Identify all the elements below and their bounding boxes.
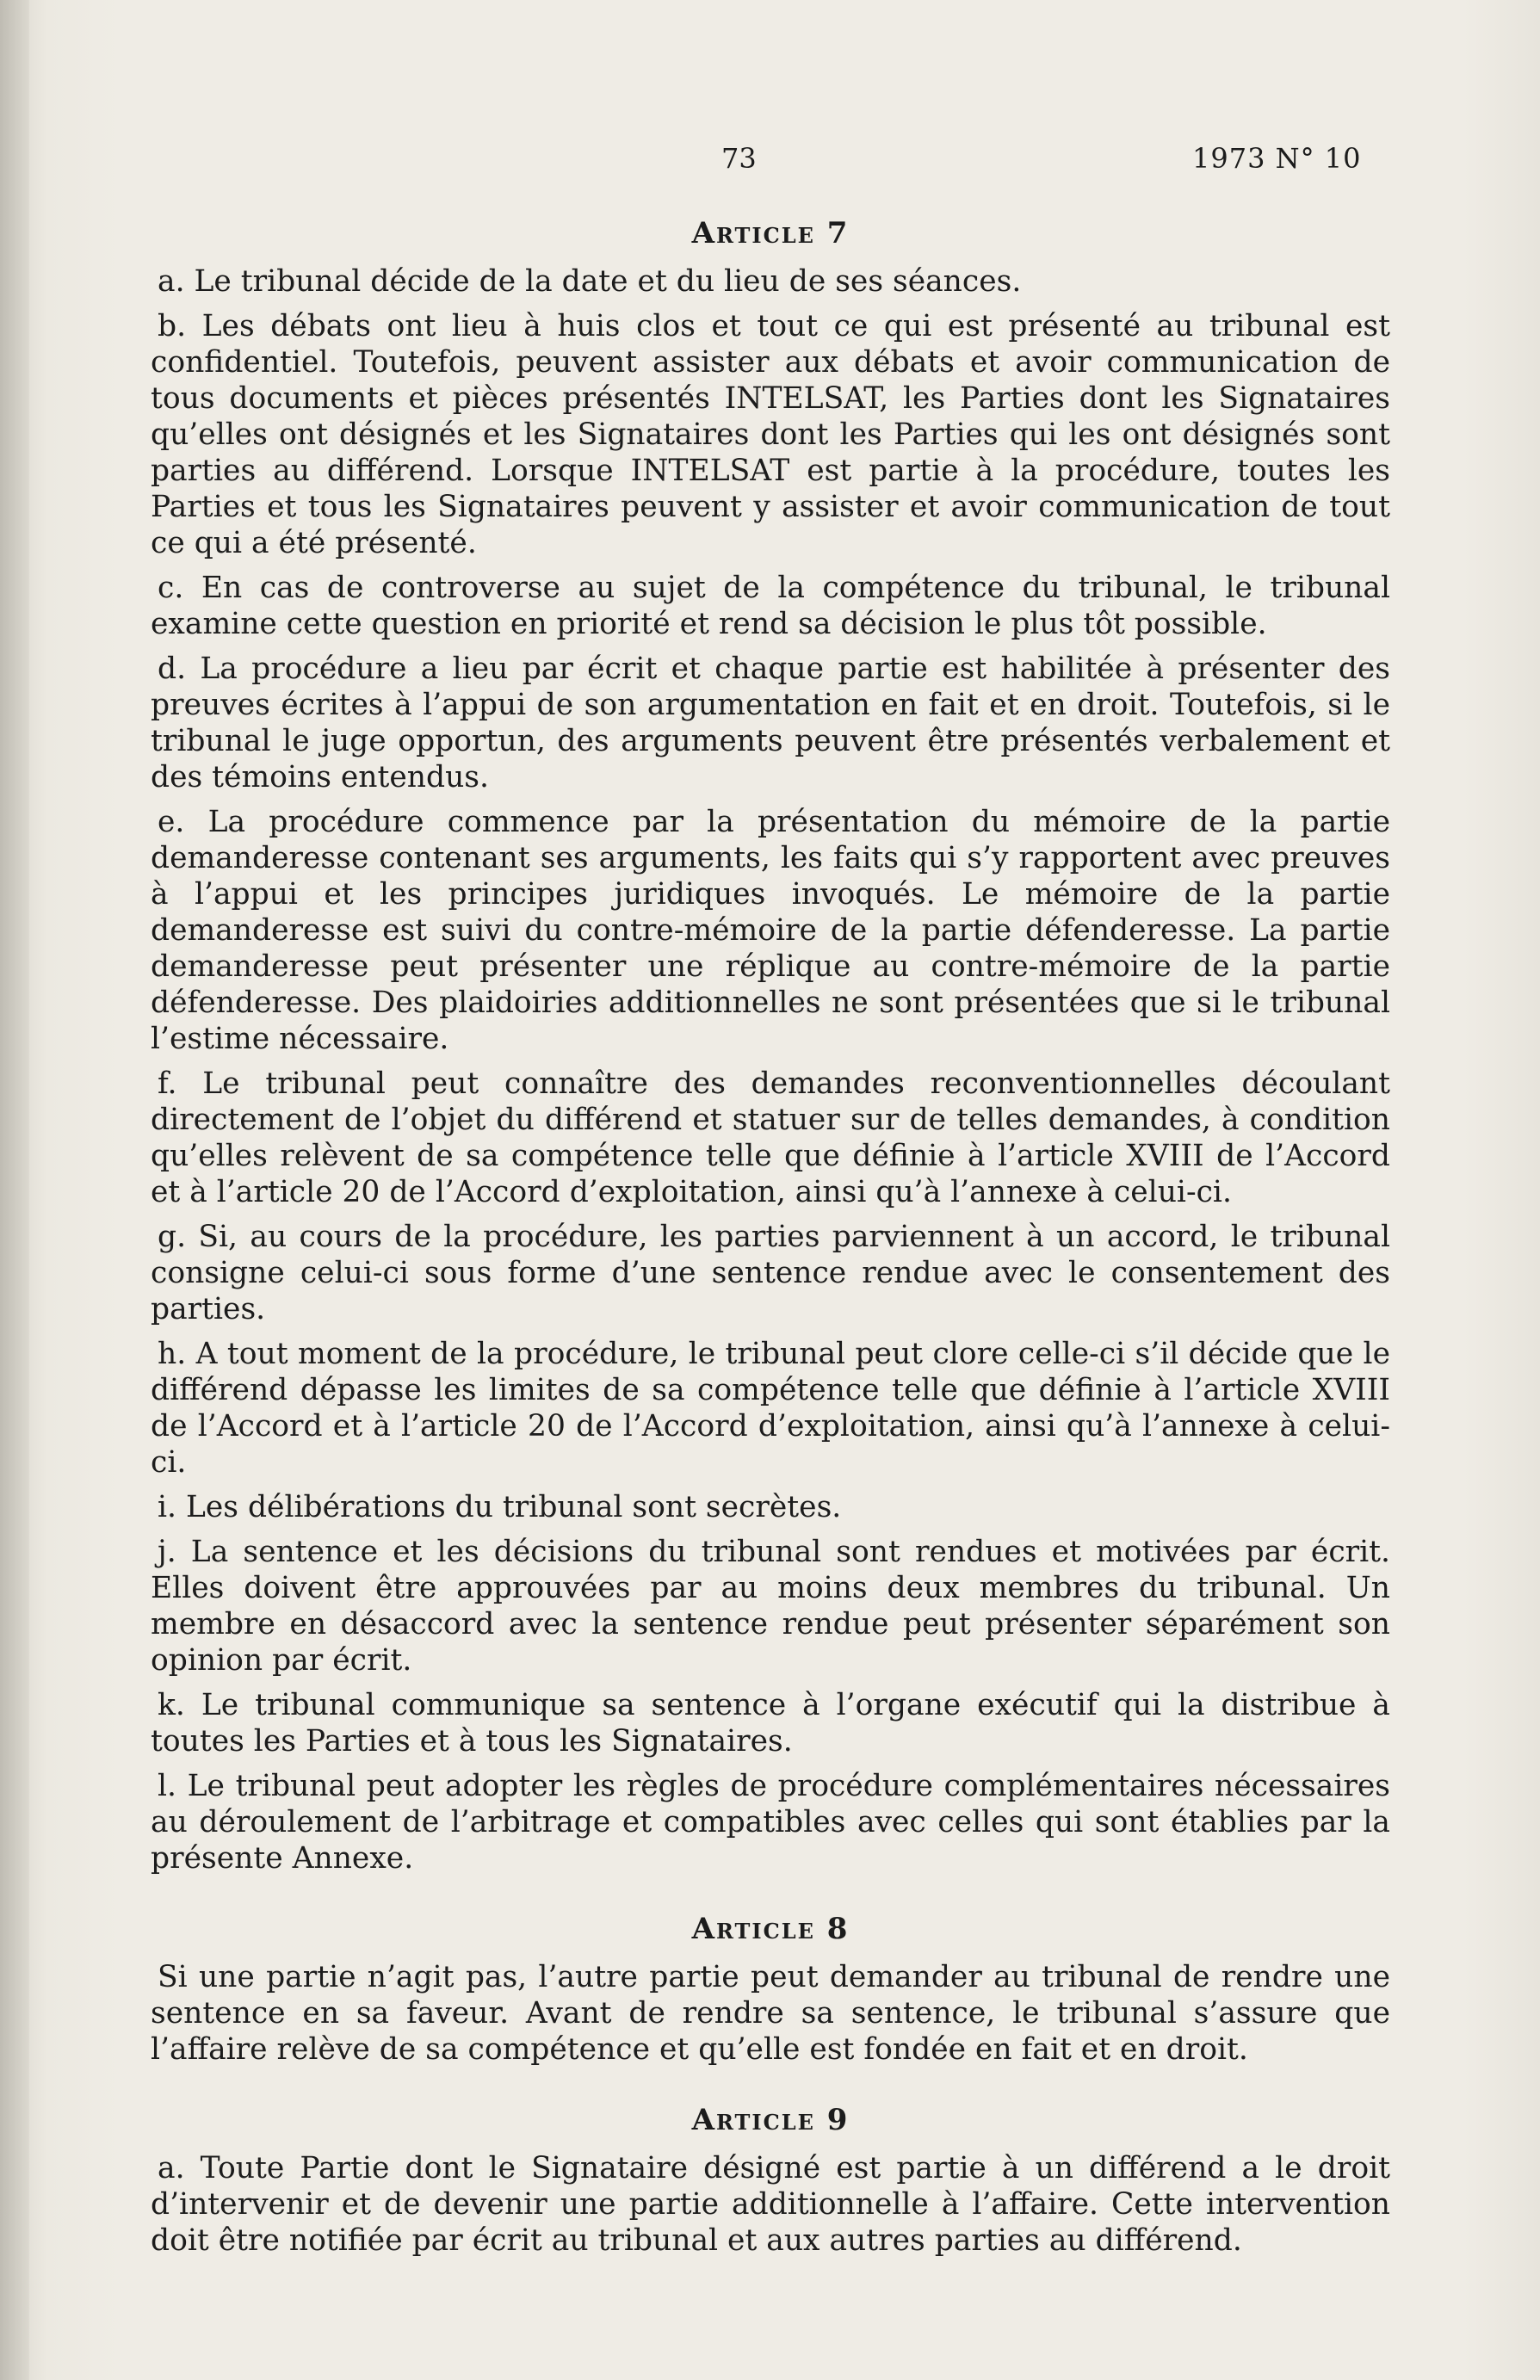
book-gutter-shadow [0, 0, 29, 2380]
article-7-para-h: h. A tout moment de la procédure, le tribunal peut clore celle-ci s’il décide que le différend dépasse les limites de sa compétence telle que définie à l’article XVIII de l’Accord et à l’article 20 de l’Accord d’exploitation, ainsi qu’à l’annexe à celui-ci. [151, 1337, 1390, 1480]
page-body [151, 215, 1390, 2267]
article-7-para-l: l. Le tribunal peut adopter les règles de procédure complémentaires nécessaires au déroulement de l’arbitrage et compatibles avec celles qui sont établies par la présente Annexe. [151, 1769, 1390, 1876]
page-number: 73 [721, 142, 757, 175]
article-7-para-j: j. La sentence et les décisions du tribunal sont rendues et motivées par écrit. Elles doivent être approuvées par au moins deux membres du tribunal. Un membre en désaccord avec la sentence rendue peut présenter séparément son opinion par écrit. [151, 1535, 1390, 1678]
article-7-heading: Article 7 [691, 216, 850, 250]
article-7-para-i: i. Les délibérations du tribunal sont secrètes. [158, 1490, 842, 1524]
article-7-para-k: k. Le tribunal communique sa sentence à l’organe exécutif qui la distribue à toutes les Parties et à tous les Signataires. [151, 1688, 1390, 1759]
article-7-para-d: d. La procédure a lieu par écrit et chaque partie est habilitée à présenter des preuves écrites à l’appui de son argumentation en fait et en droit. Toutefois, si le tribunal le juge opportun, des arguments peuvent être présentés verbalement et des témoins entendus. [151, 652, 1390, 794]
article-9-para-a: a. Toute Partie dont le Signataire désigné est partie à un différend a le droit d’intervenir et de devenir une partie additionnelle à l’affaire. Cette intervention doit être notifiée par écrit au tribunal et aux autres parties au différend. [151, 2151, 1390, 2258]
article-8-heading: Article 8 [691, 1912, 850, 1946]
article-9-heading: Article 9 [691, 2103, 850, 2137]
document-reference: 1973 N° 10 [1192, 142, 1362, 175]
article-7-para-c: c. En cas de controverse au sujet de la compétence du tribunal, le tribunal examine cette question en priorité et rend sa décision le plus tôt possible. [151, 571, 1390, 641]
article-7-para-g: g. Si, au cours de la procédure, les parties parviennent à un accord, le tribunal consigne celui-ci sous forme d’une sentence rendue avec le consentement des parties. [151, 1220, 1390, 1326]
article-7-para-a: a. Le tribunal décide de la date et du lieu de ses séances. [158, 264, 1022, 299]
article-8-para: Si une partie n’agit pas, l’autre partie peut demander au tribunal de rendre une sentence en sa faveur. Avant de rendre sa sentence, le tribunal s’assure que l’affaire relève de sa compétence et qu’elle est fondée en fait et en droit. [151, 1960, 1390, 2067]
article-7-para-e: e. La procédure commence par la présentation du mémoire de la partie demanderesse contenant ses arguments, les faits qui s’y rapportent avec preuves à l’appui et les principes juridiques invoqués. Le mémoire de la partie demanderesse est suivi du contre-mémoire de la partie défenderesse. La partie demanderesse peut présenter une réplique au contre-mémoire de la partie défenderesse. Des plaidoiries additionnelles ne sont présentées que si le tribunal l’estime nécessaire. [151, 805, 1390, 1056]
article-7-para-f: f. Le tribunal peut connaître des demandes reconventionnelles découlant directement de l’objet du différend et statuer sur de telles demandes, à condition qu’elles relèvent de sa compétence telle que définie à l’article XVIII de l’Accord et à l’article 20 de l’Accord d’exploitation, ainsi qu’à l’annexe à celui-ci. [151, 1066, 1390, 1209]
article-7-para-b: b. Les débats ont lieu à huis clos et tout ce qui est présenté au tribunal est confidentiel. Toutefois, peuvent assister aux débats et avoir communication de tous documents et pièces présentés INTELSAT, les Parties dont les Signataires qu’elles ont désignés et les Signataires dont les Parties qui les ont désignés sont parties au différend. Lorsque INTELSAT est partie à la procédure, toutes les Parties et tous les Signataires peuvent y assister et avoir communication de tout ce qui a été présenté. [151, 309, 1390, 560]
page-header [0, 142, 1540, 185]
